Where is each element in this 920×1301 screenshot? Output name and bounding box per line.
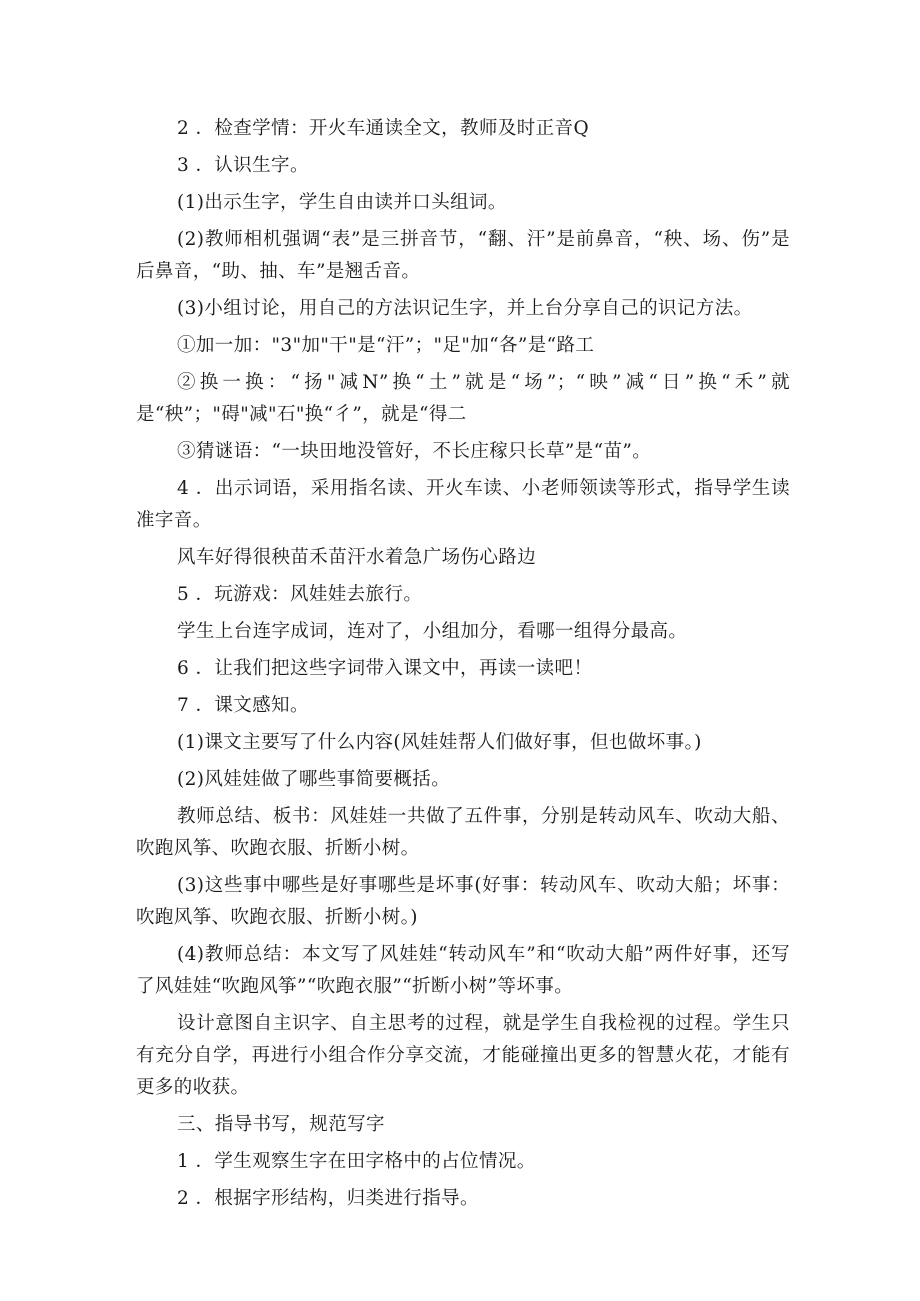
- section-heading-writing: 三、指导书写，规范写字: [177, 1114, 385, 1135]
- paragraph-substep-3: (3)小组讨论，用自己的方法识记生字，并上台分享自己的识记方法。: [177, 298, 753, 319]
- paragraph-substep-2: (2)教师相机强调“表”是三拼音节，“翻、汗”是前鼻音，“秧、场、伤”是后鼻音，“助、抽、车”是翘舌音。: [136, 229, 790, 282]
- paragraph-writing-step-2: 2 ．根据字形结构，归类进行指导。: [177, 1188, 479, 1209]
- paragraph-writing-step-1: 1 ．学生观察生字在田字格中的占位情况。: [177, 1151, 536, 1172]
- paragraph-step-7-sub-3: (3)这些事中哪些是好事哪些是坏事(好事：转动风车、吹动大船；坏事：吹跑风筝、吹跑衣服、折断小树。): [136, 875, 790, 928]
- paragraph-step-5-game: 5 ．玩游戏：风娃娃去旅行。: [177, 584, 423, 605]
- paragraph-teacher-summary: 教师总结、板书：风娃娃一共做了五件事，分别是转动风车、吹动大船、吹跑风筝、吹跑衣服、折断小树。: [136, 806, 790, 859]
- document-body: [136, 113, 790, 1220]
- paragraph-game-rules: 学生上台连字成词，连对了，小组加分，看哪一组得分最高。: [177, 621, 688, 642]
- paragraph-step-2-check: 2 ．检查学情：开火车通读全文，教师及时正音Q: [177, 118, 590, 139]
- paragraph-step-3-learn-characters: 3 ．认识生字。: [177, 155, 309, 176]
- paragraph-method-riddle: ③猜谜语：“一块田地没管好，不长庄稼只长草”是“苗”。: [177, 441, 652, 462]
- paragraph-substep-1: (1)出示生字，学生自由读并口头组词。: [177, 192, 507, 213]
- paragraph-step-7-sub-2: (2)风娃娃做了哪些事简要概括。: [177, 769, 451, 790]
- paragraph-method-swap: ②换一换：“扬"减N”换“土”就是“场”；“映”减“日”换“禾”就是“秧”；"碍"减"石"换“彳”，就是“得二: [136, 372, 790, 425]
- paragraph-word-list: 风车好得很秧苗禾苗汗水着急广场伤心路边: [177, 547, 537, 568]
- paragraph-step-7-sub-4: (4)教师总结：本文写了风娃娃“转动风车”和“吹动大船”两件好事，还写了风娃娃“吹跑风筝”“吹跑衣服”“折断小树”等坏事。: [136, 944, 790, 997]
- paragraph-step-7-sub-1: (1)课文主要写了什么内容(风娃娃帮人们做好事，但也做坏事。): [177, 732, 702, 753]
- paragraph-step-7: 7 ．课文感知。: [177, 695, 309, 716]
- paragraph-design-intent: 设计意图自主识字、自主思考的过程，就是学生自我检视的过程。学生只有充分自学，再进行小组合作分享交流，才能碰撞出更多的智慧火花，才能有更多的收获。: [136, 1013, 790, 1098]
- paragraph-method-add: ①加一加："3"加"干"是“汗”；"足"加“各”是“路工: [177, 335, 595, 356]
- paragraph-step-6: 6 ．让我们把这些字词带入课文中，再读一读吧！: [177, 658, 593, 679]
- paragraph-step-4-words: 4 ．出示词语，采用指名读、开火车读、小老师领读等形式，指导学生读准字音。: [136, 478, 790, 531]
